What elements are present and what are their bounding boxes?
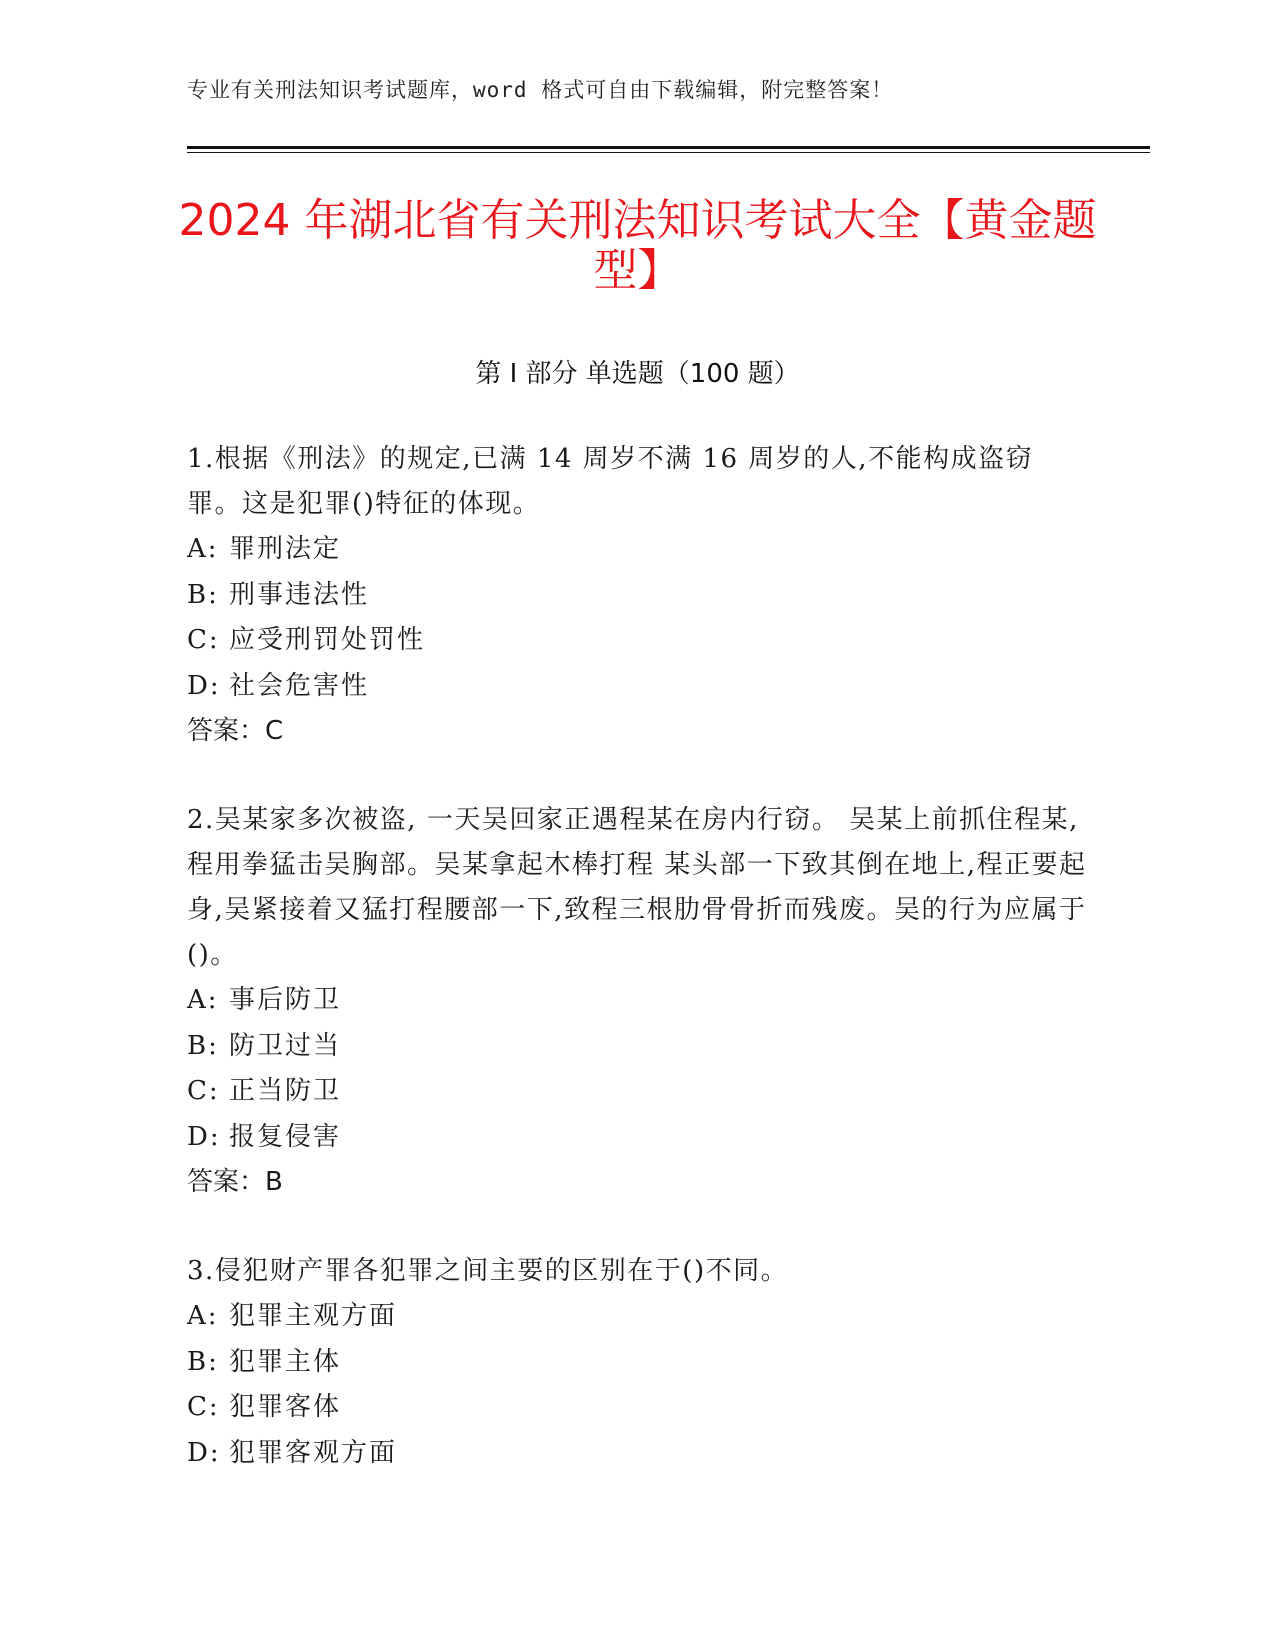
option-text: 报复侵害 — [229, 1121, 342, 1152]
header-divider-thin — [187, 152, 1150, 153]
option-a — [187, 978, 1087, 1024]
question-text: 2.吴某家多次被盗, 一天吴回家正遇程某在房内行窃。 吴某上前抓住程某,程用拳猛击吴胸部。吴某拿起木棒打程 某头部一下致其倒在地上,程正要起身,吴紧接着又猛打程腰部一下,致程三根肋骨骨折而残废。吴的行为应属于()。 — [187, 805, 1087, 970]
option-text: 犯罪主体 — [229, 1346, 342, 1377]
option-text: 防卫过当 — [229, 1030, 342, 1061]
document-title: 2024 年湖北省有关刑法知识考试大全【黄金题型】 — [178, 195, 1097, 296]
question-2 — [187, 798, 1087, 1205]
header-divider-thick — [187, 146, 1150, 149]
option-key: A: — [187, 1301, 219, 1331]
option-key: D: — [187, 1121, 221, 1152]
option-key: B: — [187, 579, 219, 610]
option-a — [187, 1294, 1087, 1340]
option-text: 犯罪客体 — [229, 1392, 342, 1422]
option-key: D: — [187, 670, 221, 701]
option-key: A: — [187, 985, 219, 1015]
option-c — [187, 1069, 1087, 1115]
option-c — [187, 1385, 1087, 1431]
question-3 — [187, 1249, 1087, 1476]
option-key: B: — [187, 1030, 219, 1061]
option-text: 犯罪客观方面 — [229, 1437, 398, 1468]
option-key: A: — [187, 534, 219, 564]
question-text: 1.根据《刑法》的规定,已满 14 周岁不满 16 周岁的人,不能构成盗窃罪。这是犯罪()特征的体现。 — [187, 444, 1034, 519]
option-text: 刑事违法性 — [229, 579, 370, 610]
answer-line: 答案：C — [187, 716, 284, 746]
question-text: 3.侵犯财产罪各犯罪之间主要的区别在于()不同。 — [187, 1256, 789, 1286]
option-c — [187, 618, 1087, 664]
option-key: C: — [187, 1392, 220, 1422]
answer-line: 答案：B — [187, 1167, 283, 1197]
option-b — [187, 573, 1087, 619]
option-key: B: — [187, 1346, 219, 1377]
option-text: 社会危害性 — [229, 670, 370, 701]
option-d — [187, 664, 1087, 710]
question-1 — [187, 437, 1087, 754]
option-text: 正当防卫 — [229, 1076, 342, 1106]
header-note: 专业有关刑法知识考试题库，word 格式可自由下载编辑，附完整答案！ — [187, 78, 894, 102]
section-heading: 第 I 部分 单选题（100 题） — [475, 359, 800, 389]
option-d — [187, 1115, 1087, 1161]
option-key: D: — [187, 1437, 221, 1468]
option-text: 犯罪主观方面 — [229, 1301, 398, 1331]
option-b — [187, 1024, 1087, 1070]
option-a — [187, 527, 1087, 573]
option-key: C: — [187, 625, 220, 655]
option-text: 事后防卫 — [229, 985, 342, 1015]
option-d — [187, 1431, 1087, 1477]
option-text: 罪刑法定 — [229, 534, 342, 564]
option-b — [187, 1340, 1087, 1386]
option-key: C: — [187, 1076, 220, 1106]
question-list — [187, 437, 1087, 1520]
option-text: 应受刑罚处罚性 — [229, 625, 426, 655]
